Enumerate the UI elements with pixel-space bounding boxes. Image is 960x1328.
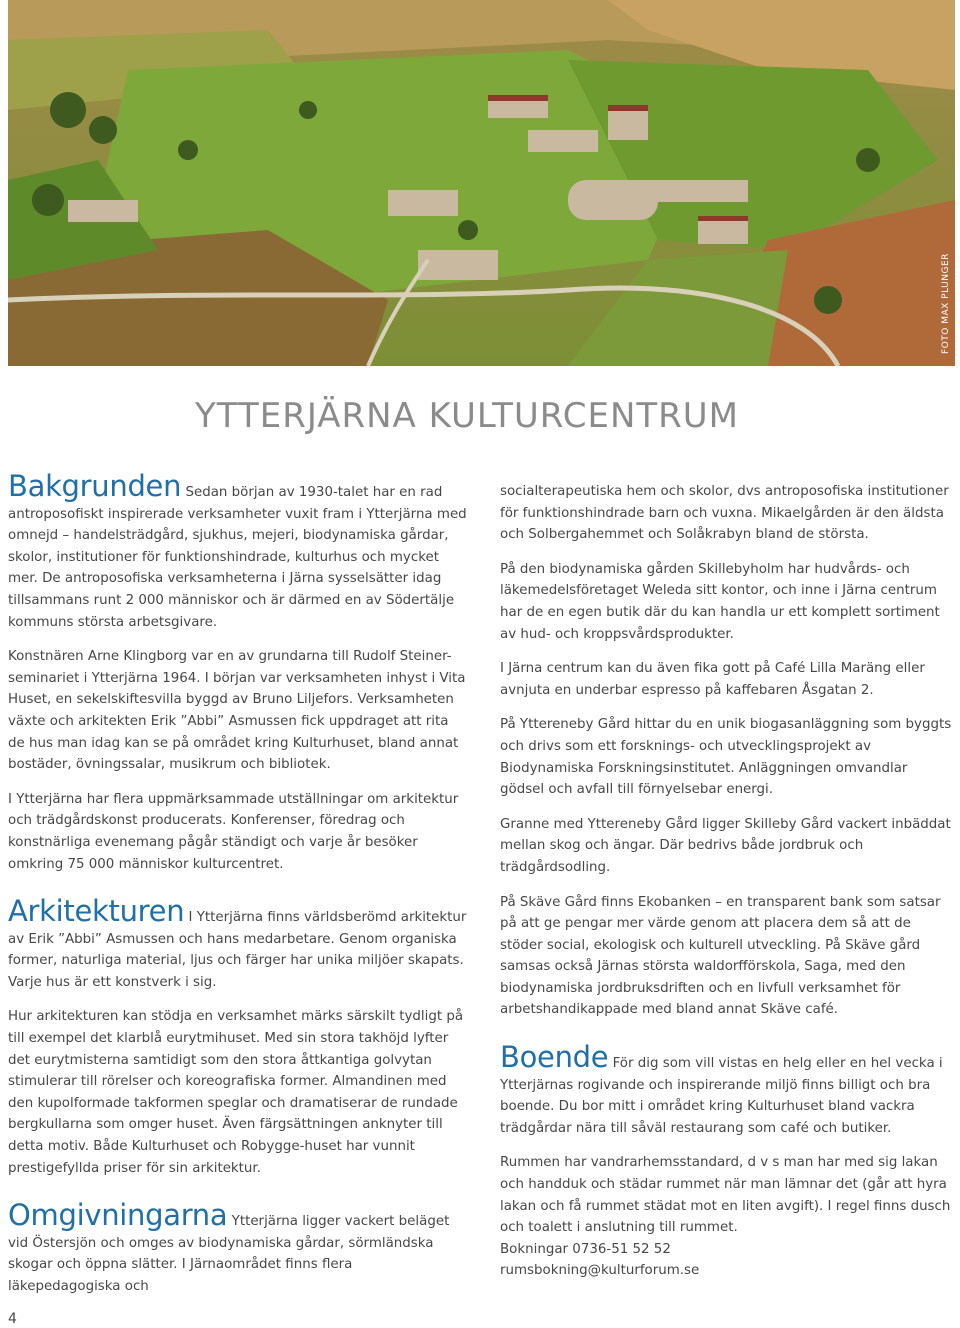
right-paragraph-2: På den biodynamiska gården Skillebyholm har hudvårds- och läkemedelsföretaget Weleda sitt kontor, och inne i Järna centrum har de en egen butik där du kan handla ur ett komplett sortiment av hud- och kroppsvårdsprodukter.: [500, 561, 940, 642]
right-paragraph-1: socialterapeutiska hem och skolor, dvs antroposofiska institutioner för funktionshindrade barn och vuxna. Mikaelgården är den äldsta och Solbergahemmet och Solåkrabyn bland de största.: [500, 484, 949, 543]
right-column: [500, 481, 952, 1295]
booking-phone: Bokningar 0736-51 52 52: [500, 1241, 671, 1257]
boende-paragraph-1: För dig som vill vistas en helg eller en hel vecka i Ytterjärnas rogivande och inspirerande miljö finns billigt och bra boende. Du bor mitt i området kring Kulturhuset bland vackra trädgårdar nära till såväl restaurang som café och butiker.: [500, 1056, 943, 1136]
left-column: [8, 469, 468, 1311]
bakgrunden-paragraph-1: Sedan början av 1930-talet har en rad antroposofiskt inspirerade verksamheter vuxit fram i Ytterjärna med omnejd – handelsträdgård, sjukhus, mejeri, biodynamiska gårdar, skolor, institutioner för funktionshindrade, kulturhus och mycket mer. De antroposofiska verksamheterna i Järna sysselsätter idag tillsammans runt 2 000 människor och är därmed en av Södertälje kommuns största arbetsgivare.: [8, 485, 467, 630]
bakgrunden-paragraph-3: I Ytterjärna har flera uppmärksammade utställningar om arkitektur och trädgårdskonst producerats. Konferenser, föredrag och konstnärliga evenemang pågår ständigt och varje år besöker omkring 75 000 människor kulturcentret.: [8, 791, 459, 872]
right-paragraph-6: På Skäve Gård finns Ekobanken – en transparent bank som satsar på att ge pengar mer värde genom att placera dem så att de stöder social, ekologisk och kulturell utveckling. På Skäve gård samsas också Järnas största waldorfförskola, Saga, med den biodynamiska jordbruksdriften och en livfull verksamhet för arbetshandikappade med bland annat Skäve café.: [500, 894, 941, 1018]
aerial-landscape-image: [8, 0, 955, 366]
omgivningarna-heading: Omgivningarna: [8, 1198, 228, 1233]
page-number: 4: [8, 1311, 17, 1327]
photo-credit: [941, 254, 953, 354]
right-paragraph-4: På Yttereneby Gård hittar du en unik biogasanläggning som byggts och drivs som ett forsknings- och utvecklingsprojekt av Biodynamiska Forskningsinstitutet. Anläggningen omvandlar gödsel och avfall till förnyelsebar energi.: [500, 717, 952, 798]
arkitekturen-paragraph-2: Hur arkitekturen kan stödja en verksamhet märks särskilt tydligt på till exempel det klarblå eurytmihuset. Med sin stora takhöjd lyfter det eurytmisterna samtidigt som den stora åttkantiga golvytan stimulerar till rörelser och koreografiska former. Almandinen med den kupolformade takformen speglar och dramatiserar de rundade bergkullarna som omger huset. Även färgsättningen anknyter till detta motiv. Både Kulturhuset och Robygge-huset har vunnit prestigefyllda priser för sin arkitektur.: [8, 1009, 464, 1176]
boende-rooms-text: Rummen har vandrarhemsstandard, d v s man har med sig lakan och handduk och städar rummet när man lämnar det (går att hyra lakan och få rummet städat mot en liten avgift). I regel finns dusch och toalett i anslutning till rummet.: [500, 1155, 951, 1236]
right-paragraph-3: I Järna centrum kan du även fika gott på Café Lilla Maräng eller avnjuta en underbar espresso på kaffebaren Åsgatan 2.: [500, 661, 925, 698]
bakgrunden-section: [8, 469, 468, 633]
bakgrunden-paragraph-2: Konstnären Arne Klingborg var en av grundarna till Rudolf Steiner-seminariet i Ytterjärna 1964. I början var verksamheten inhyst i Vita Huset, en sekelskiftesvilla byggd av Bruno Liljefors. Verksamheten växte och arkitekten Erik ”Abbi” Asmussen fick uppdraget att rita de hus man idag kan se på området kring Kulturhuset, bland annat bostäder, övningssalar, musikrum och bibliotek.: [8, 649, 466, 773]
omgivningarna-section: [8, 1198, 468, 1297]
arkitekturen-heading: Arkitekturen: [8, 894, 185, 929]
right-paragraph-5: Granne med Yttereneby Gård ligger Skilleby Gård vackert inbäddat mellan skog och ängar. Där bedrivs både jordbruk och trädgårdsodling.: [500, 816, 951, 875]
omgivningarna-paragraph-1: Ytterjärna ligger vackert beläget vid Östersjön och omges av biodynamiska gårdar, sörmländska skogar och öppna slätter. I Järnaområdet finns flera läkepedagogiska och: [8, 1214, 450, 1294]
arkitekturen-section: [8, 894, 468, 993]
photo-credit-text: FOTO MAX PLUNGER: [941, 253, 951, 354]
aerial-photo: [8, 0, 955, 366]
boende-section: [500, 1040, 952, 1139]
bakgrunden-heading: Bakgrunden: [8, 469, 182, 503]
booking-email: rumsbokning@kulturforum.se: [500, 1263, 700, 1279]
arkitekturen-paragraph-1: I Ytterjärna finns världsberömd arkitektur av Erik ”Abbi” Asmussen och hans medarbetare. Genom organiska former, naturliga material, ljus och färger har unika miljöer skapats. Varje hus är ett konstverk i sig.: [8, 910, 467, 990]
boende-heading: Boende: [500, 1040, 609, 1075]
boende-paragraph-2: [500, 1152, 952, 1282]
page-title: YTTERJÄRNA KULTURCENTRUM: [195, 396, 740, 436]
